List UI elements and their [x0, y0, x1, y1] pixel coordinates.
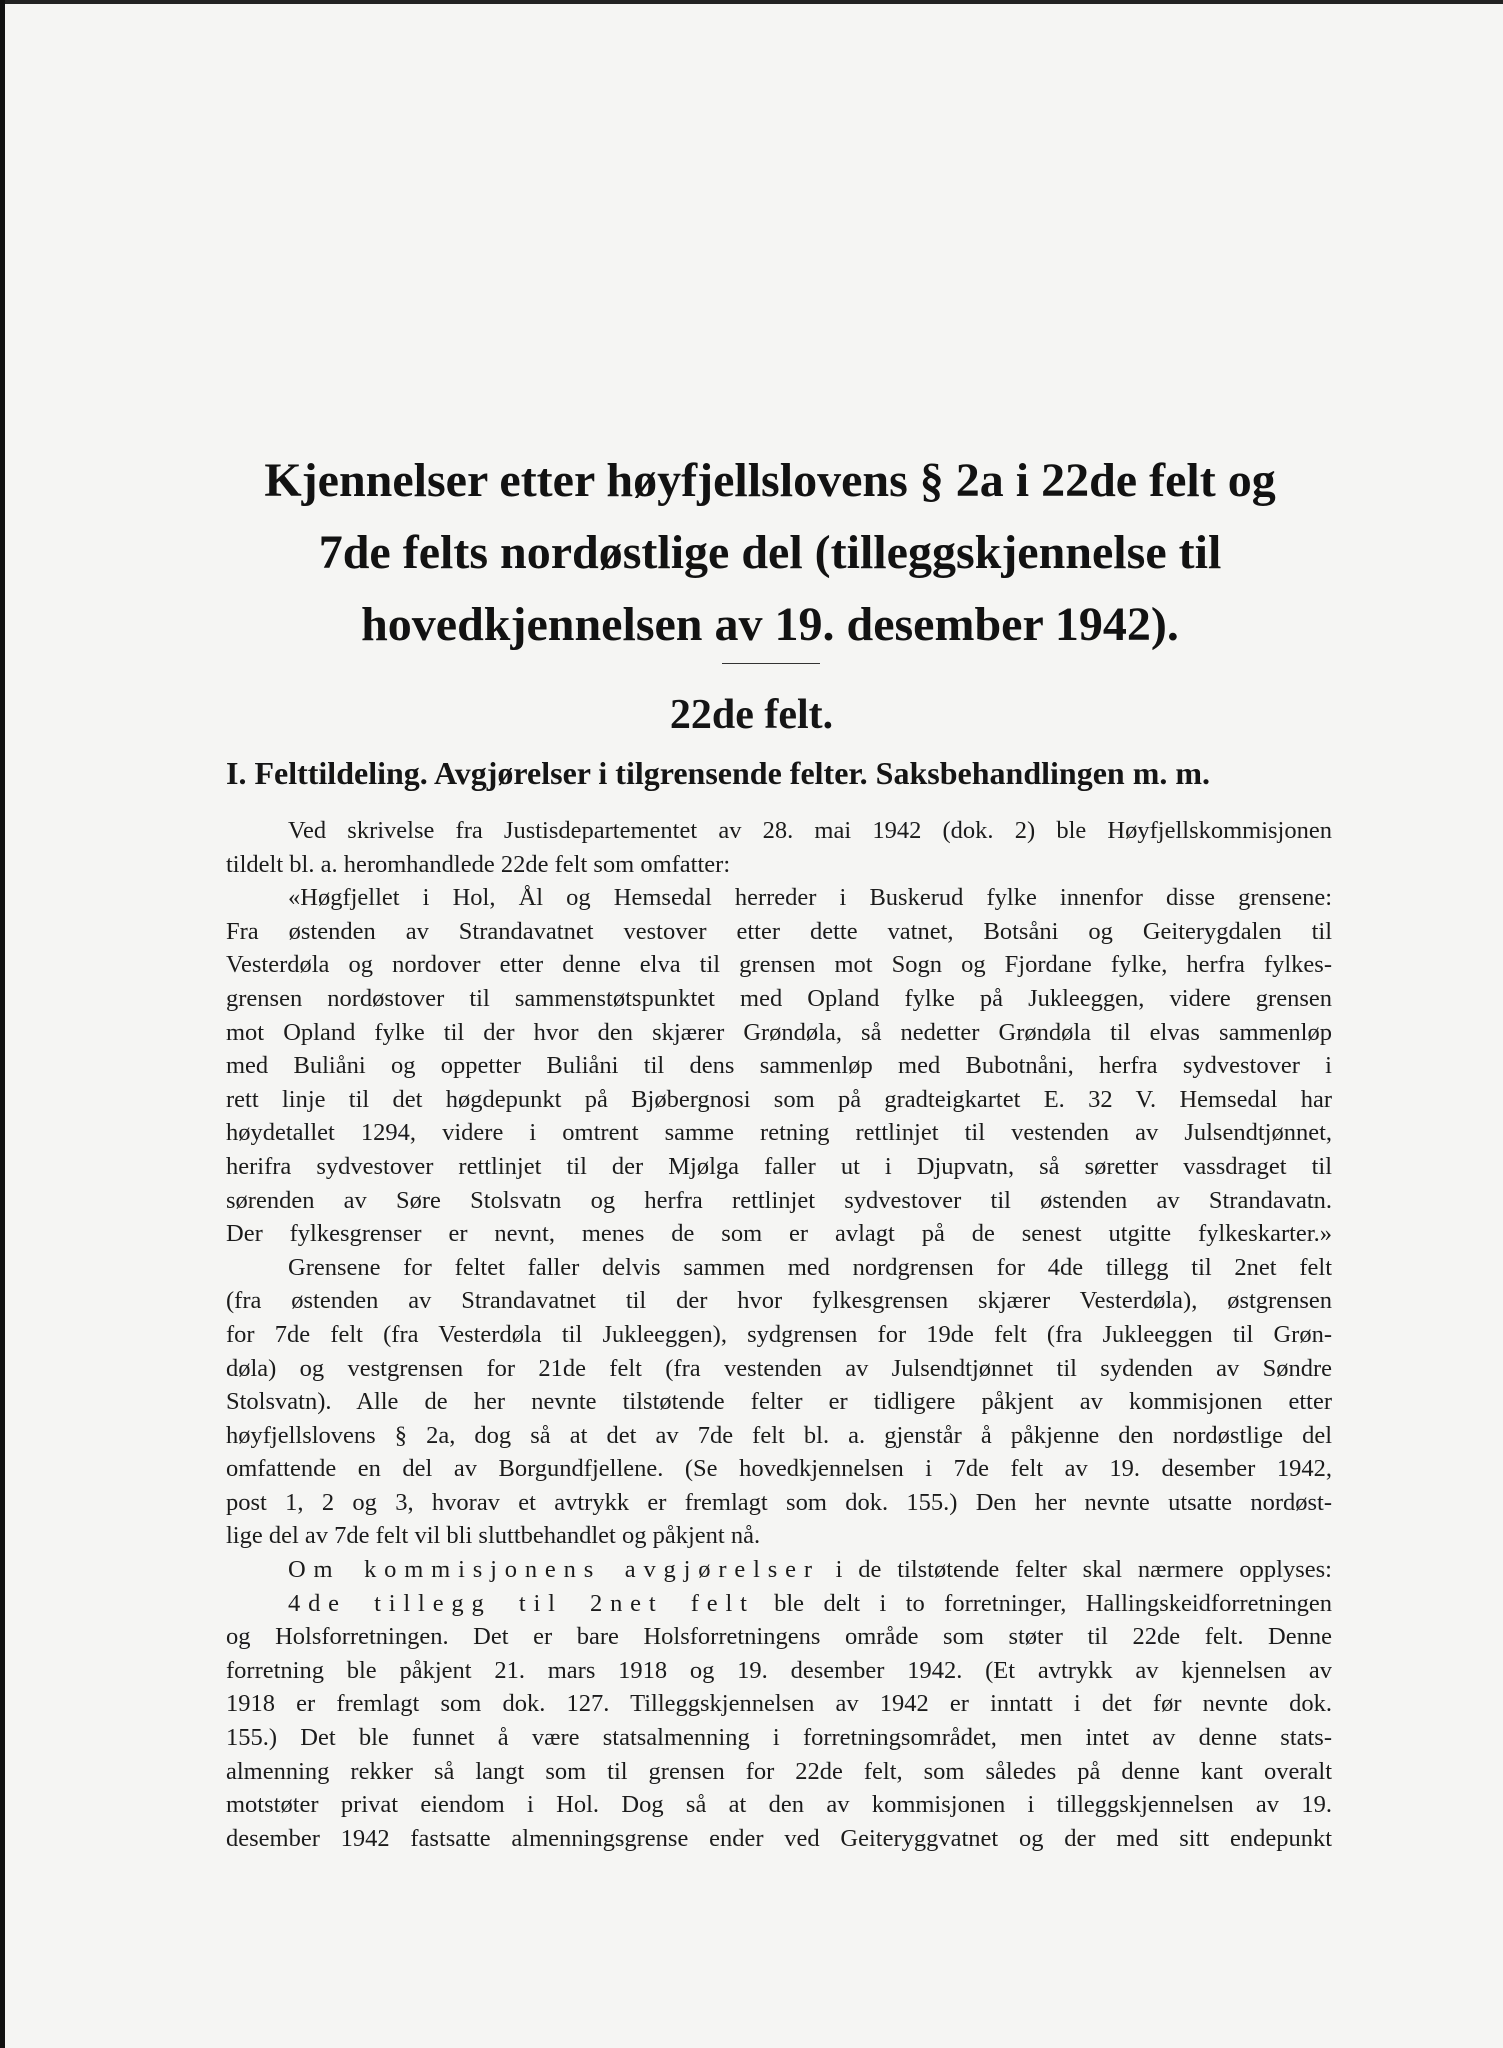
- text-line: motstøter privat eiendom i Hol. Dog så at den av kommisjonen i tilleggskjennelsen av 19.: [226, 1791, 1332, 1819]
- text-line: og Holsforretningen. Det er bare Holsforretningens område som støter til 22de felt. Denne: [226, 1623, 1332, 1651]
- spaced-emphasis: Om kommisjonens avgjørelser: [288, 1556, 820, 1584]
- text-line: høyfjellslovens § 2a, dog så at det av 7de felt bl. a. gjenstår å påkjenne den nordøstlige del: [226, 1421, 1332, 1449]
- document-title: [240, 445, 1300, 661]
- text-run: i de tilstøtende felter skal nærmere opplyses:: [819, 1556, 1332, 1584]
- text-line: omfattende en del av Borgundfjellene. (Se hovedkjennelsen i 7de felt av 19. desember 1942,: [226, 1455, 1332, 1483]
- text-line: Stolsvatn). Alle de her nevnte tilstøtende felter er tidligere påkjent av kommisjonen etter: [226, 1388, 1332, 1416]
- text-line: mot Opland fylke til der hvor den skjærer Grøndøla, så nedetter Grøndøla til elvas sammenløp: [226, 1018, 1332, 1046]
- text-line: (fra østenden av Strandavatnet til der hvor fylkesgrensen skjærer Vesterdøla), østgrensen: [226, 1287, 1332, 1315]
- text-line: desember 1942 fastsatte almenningsgrense ender ved Geiteryggvatnet og der med sitt endepunkt: [226, 1824, 1332, 1852]
- scan-edge-top: [0, 0, 1503, 4]
- text-line: rett linje til det høgdepunkt på Bjøbergnosi som på gradteigkartet E. 32 V. Hemsedal har: [226, 1085, 1332, 1113]
- text-line: for 7de felt (fra Vesterdøla til Jukleeggen), sydgrensen for 19de felt (fra Jukleeggen til Grøn-: [226, 1320, 1332, 1348]
- spaced-emphasis: 4de tillegg til 2net felt: [288, 1589, 755, 1617]
- text-line: med Buliåni og oppetter Buliåni til dens sammenløp med Bubotnåni, herfra sydvestover i: [226, 1052, 1332, 1080]
- subsection-title: I. Felttildeling. Avgjørelser i tilgrensende felter. Saksbehandlingen m. m.: [226, 755, 1210, 791]
- text-line-spaced: [226, 1587, 1332, 1621]
- title-divider: [722, 663, 820, 664]
- title-line: hovedkjennelsen av 19. desember 1942).: [361, 598, 1179, 651]
- text-line: Ved skrivelse fra Justisdepartementet av 28. mai 1942 (dok. 2) ble Høyfjellskommisjonen: [288, 817, 1332, 844]
- text-line: Vesterdøla og nordover etter denne elva til grensen mot Sogn og Fjordane fylke, herfra fylkes-: [226, 951, 1332, 979]
- text-line: post 1, 2 og 3, hvorav et avtrykk er fremlagt som dok. 155.) Den her nevnte utsatte nordøst-: [226, 1488, 1332, 1516]
- text-line: sørenden av Søre Stolsvatn og herfra rettlinjet sydvestover til østenden av Strandavatn.: [226, 1186, 1332, 1214]
- section-title: 22de felt.: [669, 692, 834, 738]
- title-line: 7de felts nordøstlige del (tilleggskjennelse til: [318, 526, 1222, 579]
- text-line: forretning ble påkjent 21. mars 1918 og 19. desember 1942. (Et avtrykk av kjennelsen av: [226, 1656, 1332, 1684]
- body-text: [226, 814, 1332, 1855]
- text-run: ble delt i to forretninger, Hallingskeidforretningen: [754, 1589, 1332, 1617]
- text-line-spaced: [226, 1553, 1332, 1587]
- text-line: almenning rekker så langt som til grensen for 22de felt, som således på denne kant overalt: [226, 1757, 1332, 1785]
- text-line: høydetallet 1294, videre i omtrent samme retning rettlinjet til vestenden av Julsendtjønnet,: [226, 1119, 1332, 1147]
- title-line: Kjennelser etter høyfjellslovens § 2a i 22de felt og: [264, 454, 1276, 507]
- text-line: døla) og vestgrensen for 21de felt (fra vestenden av Julsendtjønnet til sydenden av Søndre: [226, 1354, 1332, 1382]
- text-line: 1918 er fremlagt som dok. 127. Tilleggskjennelsen av 1942 er inntatt i det før nevnte dok.: [226, 1690, 1332, 1718]
- text-line: Der fylkesgrenser er nevnt, menes de som er avlagt på de senest utgitte fylkeskarter.»: [226, 1220, 1332, 1248]
- text-line: Fra østenden av Strandavatnet vestover etter dette vatnet, Botsåni og Geiterygdalen til: [226, 917, 1332, 945]
- text-line: Grensene for feltet faller delvis sammen med nordgrensen for 4de tillegg til 2net felt: [288, 1253, 1332, 1281]
- text-line: herifra sydvestover rettlinjet til der Mjølga faller ut i Djupvatn, så søretter vassdraget til: [226, 1152, 1332, 1180]
- text-line: 155.) Det ble funnet å være statsalmenning i forretningsområdet, men intet av denne stats-: [226, 1724, 1332, 1752]
- text-line: grensen nordøstover til sammenstøtspunktet med Opland fylke på Jukleeggen, videre grensen: [226, 984, 1332, 1012]
- text-line: lige del av 7de felt vil bli sluttbehandlet og påkjent nå.: [226, 1522, 761, 1550]
- text-line: «Høgfjellet i Hol, Ål og Hemsedal herreder i Buskerud fylke innenfor disse grensene:: [288, 884, 1332, 912]
- scan-edge-left: [0, 0, 5, 2048]
- text-line: tildelt bl. a. heromhandlede 22de felt som omfatter:: [226, 850, 731, 878]
